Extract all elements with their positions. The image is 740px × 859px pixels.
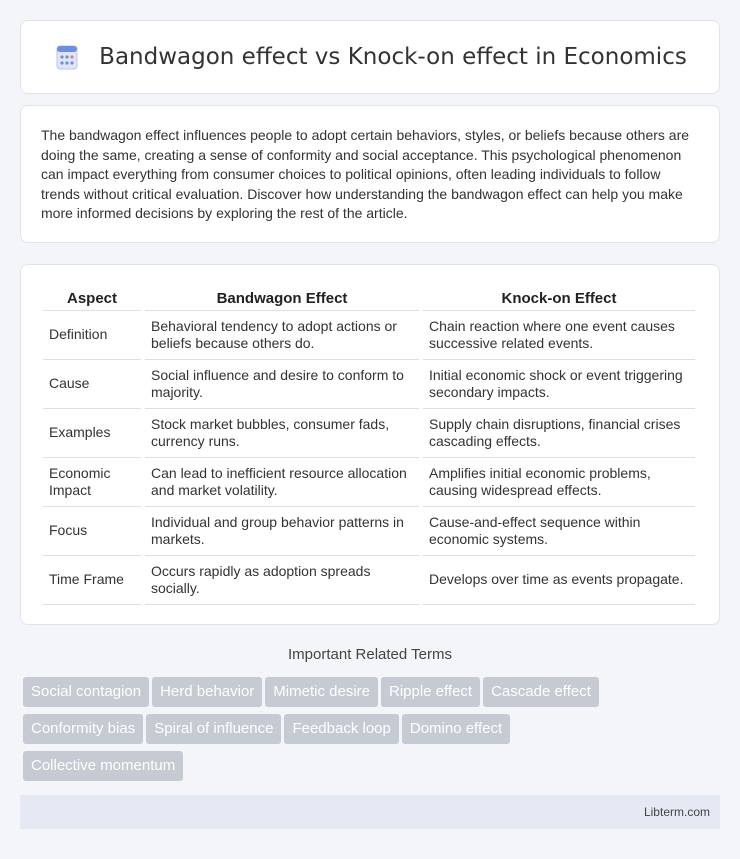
tag-social-contagion[interactable]: Social contagion bbox=[23, 677, 149, 707]
row-aspect: Economic Impact bbox=[43, 458, 141, 507]
title-card bbox=[20, 20, 720, 94]
table-row bbox=[43, 409, 695, 458]
related-terms-list bbox=[23, 677, 723, 788]
row-knock-on: Amplifies initial economic problems, causing widespread effects. bbox=[423, 458, 695, 507]
tag-domino-effect[interactable]: Domino effect bbox=[402, 714, 510, 744]
tag-feedback-loop[interactable]: Feedback loop bbox=[284, 714, 398, 744]
document-icon bbox=[53, 43, 81, 71]
row-bandwagon: Social influence and desire to conform to majority. bbox=[145, 360, 419, 409]
intro-card bbox=[20, 105, 720, 243]
footer bbox=[20, 795, 720, 829]
page-title: Bandwagon effect vs Knock-on effect in Economics bbox=[99, 44, 687, 70]
row-bandwagon: Occurs rapidly as adoption spreads socially. bbox=[145, 556, 419, 605]
table-row bbox=[43, 507, 695, 556]
related-terms-heading: Important Related Terms bbox=[288, 646, 452, 663]
tag-ripple-effect[interactable]: Ripple effect bbox=[381, 677, 480, 707]
table-row bbox=[43, 458, 695, 507]
footer-site-link[interactable]: Libterm.com bbox=[643, 805, 710, 819]
tag-spiral-of-influence[interactable]: Spiral of influence bbox=[146, 714, 281, 744]
table-row bbox=[43, 311, 695, 360]
intro-paragraph: The bandwagon effect influences people to adopt certain behaviors, styles, or beliefs because others are doing the same, creating a sense of conformity and social acceptance. This psychological phenomenon can impact everything from consumer choices to political opinions, often leading individuals to follow trends without critical evaluation. Discover how understanding the bandwagon effect can help you make more informed decisions by exploring the rest of the article. bbox=[41, 127, 690, 221]
comparison-card bbox=[20, 264, 720, 625]
table-row bbox=[43, 360, 695, 409]
row-aspect: Time Frame bbox=[43, 556, 141, 605]
row-knock-on: Cause-and-effect sequence within economic systems. bbox=[423, 507, 695, 556]
tag-conformity-bias[interactable]: Conformity bias bbox=[23, 714, 143, 744]
header-aspect: Aspect bbox=[43, 285, 141, 311]
row-knock-on: Develops over time as events propagate. bbox=[423, 556, 695, 605]
row-aspect: Focus bbox=[43, 507, 141, 556]
tag-mimetic-desire[interactable]: Mimetic desire bbox=[265, 677, 378, 707]
row-bandwagon: Stock market bubbles, consumer fads, currency runs. bbox=[145, 409, 419, 458]
tag-cascade-effect[interactable]: Cascade effect bbox=[483, 677, 599, 707]
row-knock-on: Chain reaction where one event causes successive related events. bbox=[423, 311, 695, 360]
row-bandwagon: Individual and group behavior patterns in markets. bbox=[145, 507, 419, 556]
row-bandwagon: Can lead to inefficient resource allocation and market volatility. bbox=[145, 458, 419, 507]
row-knock-on: Initial economic shock or event triggering secondary impacts. bbox=[423, 360, 695, 409]
header-knock-on: Knock-on Effect bbox=[423, 285, 695, 311]
table-row bbox=[43, 556, 695, 605]
header-bandwagon: Bandwagon Effect bbox=[145, 285, 419, 311]
row-aspect: Definition bbox=[43, 311, 141, 360]
row-knock-on: Supply chain disruptions, financial crises cascading effects. bbox=[423, 409, 695, 458]
tag-herd-behavior[interactable]: Herd behavior bbox=[152, 677, 262, 707]
table-header-row bbox=[43, 285, 695, 311]
tag-collective-momentum[interactable]: Collective momentum bbox=[23, 751, 183, 781]
row-aspect: Cause bbox=[43, 360, 141, 409]
row-aspect: Examples bbox=[43, 409, 141, 458]
comparison-table bbox=[39, 285, 699, 605]
row-bandwagon: Behavioral tendency to adopt actions or beliefs because others do. bbox=[145, 311, 419, 360]
